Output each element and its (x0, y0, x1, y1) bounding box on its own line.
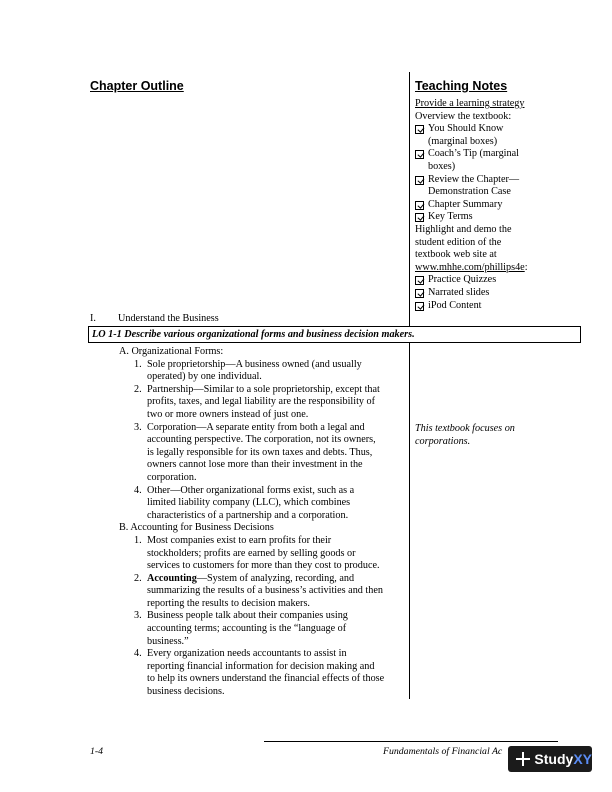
studyxy-badge[interactable] (508, 746, 592, 772)
item-line: business decisions. (147, 686, 225, 698)
list-item (134, 359, 407, 384)
checklist-item (415, 287, 567, 300)
checklist-item (415, 300, 567, 313)
item-line: stockholders; profits are earned by selling goods or (147, 547, 356, 559)
item-number: 3. (134, 421, 142, 433)
corporation-note (415, 423, 515, 448)
item-line: accounting perspective. The corporation, not its owners, (147, 434, 376, 446)
checklist-text: Chapter Summary (428, 198, 503, 210)
list-item (134, 648, 407, 698)
item-line: reporting the results to decision makers. (147, 597, 310, 609)
checkbox-checked-icon (415, 201, 424, 210)
checklist-text: You Should Know (428, 123, 504, 135)
item-line: Other—Other organizational forms exist, such as a (147, 484, 355, 496)
item-line-rest: —System of analyzing, recording, and (196, 572, 355, 584)
learning-strategy-text: Provide a learning strategy (415, 98, 525, 109)
item-line: limited liability company (LLC), which combines (147, 497, 351, 509)
item-number: 3. (134, 610, 142, 622)
brand-text: Study (534, 751, 574, 767)
item-line: Corporation—A separate entity from both a legal and (147, 421, 365, 433)
plus-icon (516, 752, 529, 766)
part-b-title: B. Accounting for Business Decisions (119, 522, 274, 534)
item-number: 1. (134, 358, 142, 370)
item-line (147, 573, 383, 586)
item-line: reporting financial information for decision making and (147, 660, 375, 672)
section-title: Understand the Business (118, 313, 219, 324)
checkbox-checked-icon (415, 150, 424, 159)
item-line: profits, taxes, and legal liability are the responsibility of (147, 396, 376, 408)
list-item (134, 422, 407, 485)
item-line: Every organization needs accountants to assist in (147, 648, 347, 660)
column-divider-top (409, 72, 410, 326)
web-note-line: Highlight and demo the (415, 223, 512, 235)
section-numeral: I. (90, 313, 96, 324)
colon-text: : (524, 261, 528, 273)
checklist-item (415, 211, 567, 224)
web-note-line: student edition of the (415, 236, 502, 248)
item-number: 4. (134, 484, 142, 496)
checklist-item (415, 123, 567, 148)
item-number: 4. (134, 648, 142, 660)
checkbox-checked-icon (415, 176, 424, 185)
checklist-text: Review the Chapter— (428, 173, 520, 185)
item-line: two or more owners instead of just one. (147, 408, 309, 420)
item-number: 2. (134, 383, 142, 395)
item-line: to help its owners understand the financial effects of those (147, 673, 385, 685)
footer-rule (264, 741, 558, 742)
item-line: is legally responsible for its own taxes and debts. Thus, (147, 446, 373, 458)
web-note-line: textbook web site at (415, 249, 497, 261)
web-url-link[interactable]: www.mhhe.com/phillips4e (415, 261, 525, 273)
item-line: Business people talk about their companies using (147, 610, 348, 622)
item-number: 1. (134, 534, 142, 546)
item-line: summarizing the results of a business’s activities and then (147, 585, 383, 597)
list-item (134, 573, 407, 611)
checklist-text: Key Terms (428, 211, 473, 223)
list-item (134, 384, 407, 422)
brand-accent-text: XY (573, 751, 592, 767)
item-line: operated) by one individual. (147, 371, 262, 383)
item-line: accounting terms; accounting is the “language of (147, 623, 347, 635)
item-line: owners cannot lose more than their investment in the (147, 459, 363, 471)
teaching-notes-heading: Teaching Notes (415, 79, 508, 93)
checklist-item (415, 274, 567, 287)
checklist-item (415, 199, 567, 212)
checklist-item (415, 174, 567, 199)
checklist-text: boxes) (428, 160, 456, 172)
checkbox-checked-icon (415, 302, 424, 311)
item-line: Sole proprietorship—A business owned (and usually (147, 358, 362, 370)
checklist-text: Demonstration Case (428, 186, 511, 198)
item-line: business.” (147, 635, 189, 647)
outline-body (119, 346, 407, 699)
checklist-text: Coach’s Tip (marginal (428, 148, 519, 160)
item-number: 2. (134, 572, 142, 584)
overview-text: Overview the textbook: (415, 110, 512, 122)
part-a-title: A. Organizational Forms: (119, 346, 224, 357)
checklist-text: Practice Quizzes (428, 274, 497, 286)
note-line: corporations. (415, 435, 471, 447)
list-item (134, 535, 407, 573)
teaching-notes-column (415, 98, 567, 312)
checkbox-checked-icon (415, 276, 424, 285)
column-divider-bottom (409, 343, 410, 699)
item-line: characteristics of a partnership and a corporation. (147, 509, 349, 521)
learning-objective-box (88, 326, 581, 343)
list-item (134, 610, 407, 648)
chapter-outline-heading: Chapter Outline (90, 79, 184, 93)
web-url-line (415, 262, 567, 275)
item-line: corporation. (147, 471, 197, 483)
key-term: Accounting (147, 572, 197, 584)
item-line: Partnership—Similar to a sole proprietorship, except that (147, 383, 380, 395)
footer-page-number: 1-4 (90, 746, 104, 757)
footer-book-title: Fundamentals of Financial Ac (383, 746, 503, 757)
learning-objective-text: LO 1-1 Describe various organizational forms and business decision makers. (92, 329, 415, 340)
checkbox-checked-icon (415, 289, 424, 298)
item-line: Most companies exist to earn profits for their (147, 534, 332, 546)
checkbox-checked-icon (415, 213, 424, 222)
checklist-item (415, 148, 567, 173)
checklist-text: iPod Content (428, 299, 482, 311)
checkbox-checked-icon (415, 125, 424, 134)
part-b-list (119, 535, 407, 699)
checklist-text: (marginal boxes) (428, 135, 498, 147)
part-a-list (119, 359, 407, 523)
checklist-text: Narrated slides (428, 286, 490, 298)
item-line: services to customers for more than they cost to produce. (147, 560, 380, 572)
list-item (134, 485, 407, 523)
note-line: This textbook focuses on (415, 423, 515, 434)
